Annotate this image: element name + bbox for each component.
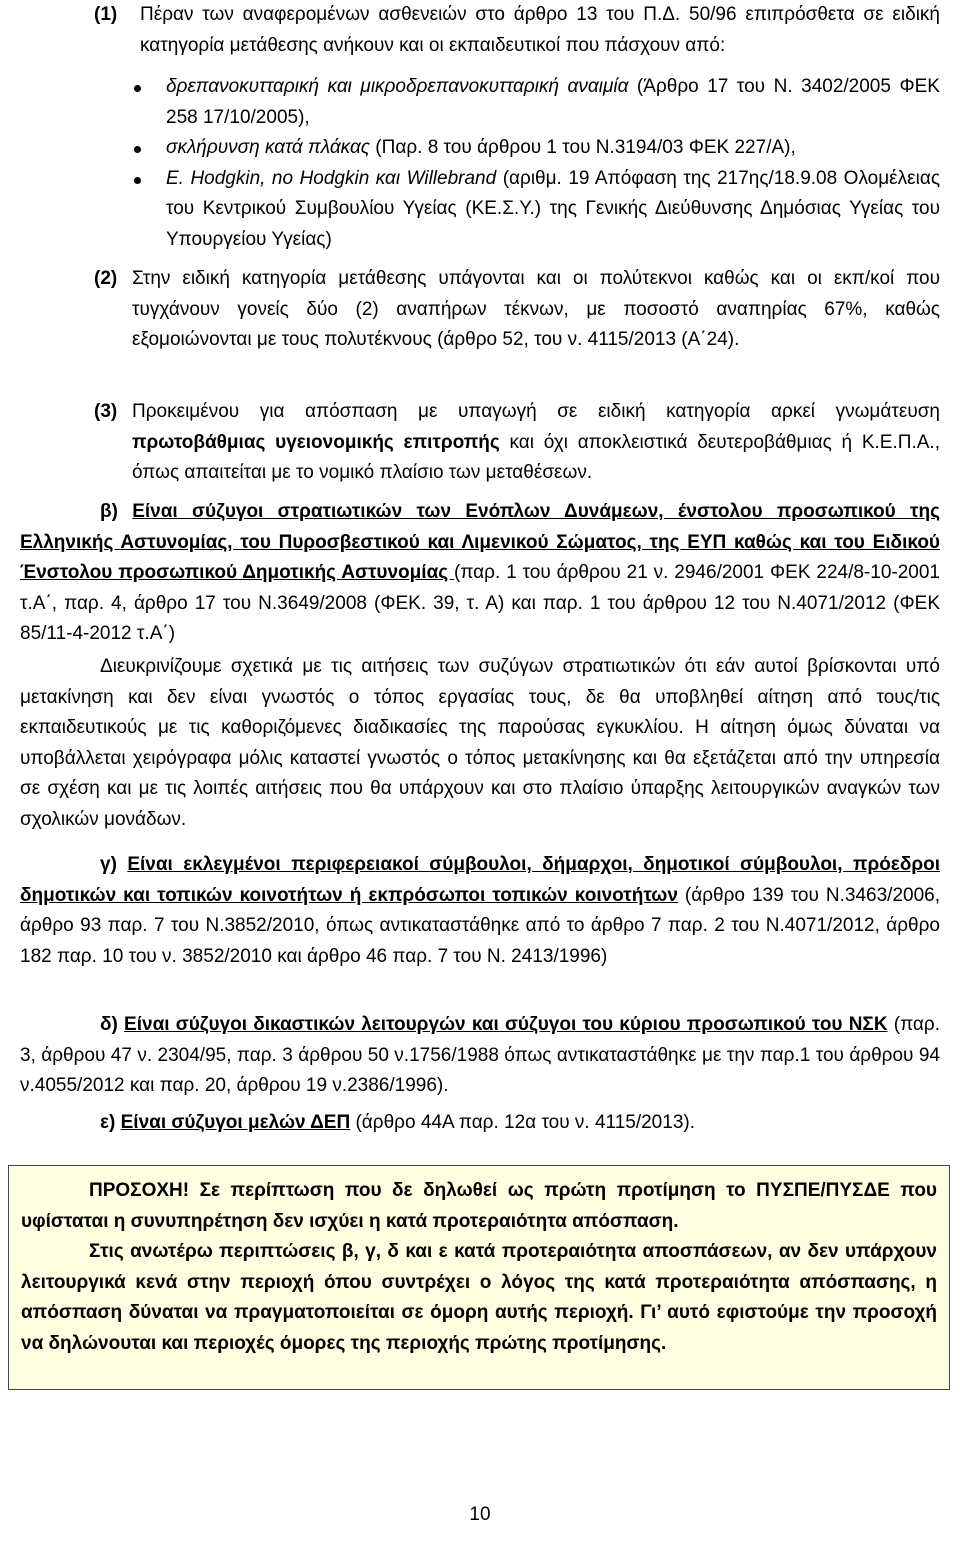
item-2: [20, 264, 940, 356]
list-item: [20, 164, 940, 256]
list-item: [20, 72, 940, 133]
item-number: (3): [94, 401, 118, 422]
bullet-icon: [134, 177, 141, 184]
item-3: [20, 397, 940, 489]
attention-text: ΠΡΟΣΟΧΗ! Σε περίπτωση που δε δηλωθεί ως πρώτη προτίμηση το ΠΥΣΠΕ/ΠΥΣΔΕ που υφίσταται η συνυπηρέτηση δεν ισχύει η κατά προτεραιότητα απόσπαση.: [21, 1180, 937, 1232]
list-item-ref: (Άρθρο 17 του Ν. 3402/2005 ΦΕΚ 258 17/10/2005),: [166, 76, 940, 128]
item-2-text: Στην ειδική κατηγορία μετάθεσης υπάγονται και οι πολύτεκνοι καθώς και οι εκπ/κοί που τυγχάνουν γονείς δύο (2) αναπήρων τέκνων, με ποσοστό αναπηρίας 67%, καθώς εξομοιώνονται με τους πολυτέκνους (άρθρο 52, του ν. 4115/2013 (Α΄24).: [132, 268, 940, 350]
attention-text-2: Στις ανωτέρω περιπτώσεις β, γ, δ και ε κατά προτεραιότητα αποσπάσεων, αν δεν υπάρχουν λειτουργικά κενά στην περιοχή όπου συντρέχει ο λόγος της κατά προτεραιότητα απόσπασης, η απόσπαση δύναται να πραγματοποιείται σε όμορη αυτής περιοχή. Γι’ αυτό εφιστούμε την προσοχή να δηλώνουται και περιοχές όμορες της περιοχής πρώτης προτίμησης.: [21, 1241, 937, 1354]
section-e: ε) Είναι σύζυγοι μελών ΔΕΠ (άρθρο 44Α παρ. 12α του ν. 4115/2013).: [100, 1112, 695, 1133]
item-1-intro: Πέραν των αναφερομένων ασθενειών στο άρθρο 13 του Π.Δ. 50/96 επιπρόσθετα σε ειδική κατηγορία μετάθεσης ανήκουν και οι εκπαιδευτικοί που πάσχουν από:: [140, 4, 940, 56]
list-item-term: Ε. Hodgkin, no Hodgkin και Willebrand: [166, 167, 497, 189]
section-b: β) Είναι σύζυγοι στρατιωτικών των Ενόπλων Δυνάμεων, ένστολου προσωπικού της Ελληνικής Αστυνομίας, του Πυροσβεστικού και Λιμενικού Σώματος, της ΕΥΠ καθώς και του Ειδικού Ένστολου προσωπικού Δημοτικής Αστυνομίας (παρ. 1 του άρθρου 21 ν. 2946/2001 ΦΕΚ 224/8-10-2001 τ.Α΄, παρ. 4, άρθρο 17 του Ν.3649/2008 (ΦΕΚ. 39, τ. Α) και παρ. 1 του άρθρου 12 του Ν.4071/2012 (ΦΕΚ 85/11-4-2012 τ.Α΄): [20, 501, 940, 644]
attention-box: [8, 1165, 950, 1390]
list-item: [20, 133, 940, 164]
bullet-icon: [134, 146, 141, 153]
item-number: (1): [94, 4, 118, 25]
list-item-term: σκλήρυνση κατά πλάκας: [166, 137, 371, 158]
page-number: 10: [469, 1504, 491, 1525]
item-number: (2): [94, 268, 118, 289]
section-c: γ) Είναι εκλεγμένοι περιφερειακοί σύμβουλοι, δήμαρχοι, δημοτικοί σύμβουλοι, πρόεδροι δημοτικών και τοπικών κοινοτήτων ή εκπρόσωποι τοπικών κοινοτήτων (άρθρο 139 του Ν.3463/2006, άρθρο 93 παρ. 7 του Ν.3852/2010, όπως αντικαταστάθηκε από το άρθρο 7 παρ. 2 του Ν.4071/2012, άρθρο 182 παρ. 10 του ν. 3852/2010 και άρθρο 46 παρ. 7 του Ν. 2413/1996): [20, 854, 940, 967]
list-item-ref: (αριθμ. 19 Απόφαση της 217ης/18.9.08 Ολομέλειας του Κεντρικού Συμβουλίου Υγείας (ΚΕ.Σ.Υ.) της Γενικής Διεύθυνσης Δημόσιας Υγείας του Υπουργείου Υγείας): [166, 167, 940, 250]
section-b-clarification: Διευκρινίζουμε σχετικά με τις αιτήσεις των συζύγων στρατιωτικών ότι εάν αυτοί βρίσκονται υπό μετακίνηση και δεν είναι γνωστός ο τόπος εργασίας τους, δε θα υποβληθεί αίτηση από τους/τις εκπαιδευτικούς με τις καθοριζόμενες διαδικασίες της παρούσας εγκυκλίου. Η αίτηση όμως δύναται να υποβάλλεται χειρόγραφα μόλις καταστεί γνωστός ο τόπος μετακίνησης και θα εξετάζεται από την υπηρεσία σε σχέση και με τις λοιπές αιτήσεις που θα υπάρχουν και στο πλαίσιο ύπαρξης λειτουργικών αναγκών των σχολικών μονάδων.: [20, 656, 940, 830]
disease-list: [20, 72, 940, 255]
item-1: [20, 0, 940, 61]
list-item-term: δρεπανοκυτταρική και μικροδρεπανοκυτταρική αναιμία: [166, 76, 629, 97]
item-3-text: Προκειμένου για απόσπαση με υπαγωγή σε ειδική κατηγορία αρκεί γνωμάτευση πρωτοβάθμιας υγειονομικής επιτροπής και όχι αποκλειστικά δευτεροβάθμιας ή Κ.Ε.Π.Α., όπως απαιτείται με το νομικό πλαίσιο των μεταθέσεων.: [132, 401, 940, 483]
section-d: δ) Είναι σύζυγοι δικαστικών λειτουργών και σύζυγοι του κύριου προσωπικού του ΝΣΚ (παρ. 3, άρθρου 47 ν. 2304/95, παρ. 3 άρθρου 50 ν.1756/1988 όπως αντικαταστάθηκε με την παρ.1 του άρθρου 94 ν.4055/2012 και παρ. 20, άρθρου 19 ν.2386/1996).: [20, 1014, 940, 1096]
bullet-icon: [134, 85, 141, 92]
list-item-ref: (Παρ. 8 του άρθρου 1 του Ν.3194/03 ΦΕΚ 227/Α),: [370, 137, 796, 158]
